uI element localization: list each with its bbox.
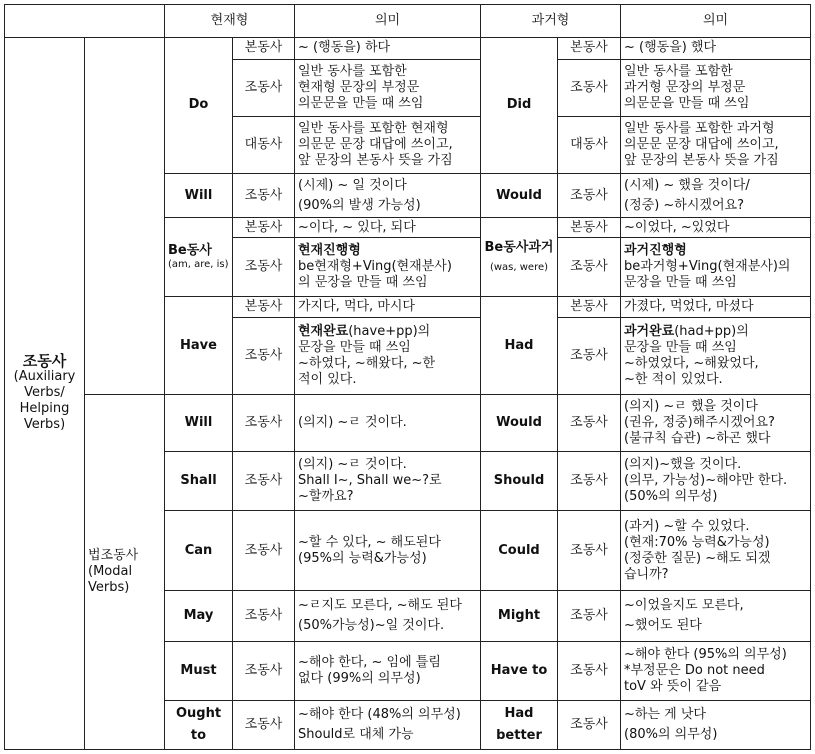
meaning-line: be과거형+Ving(현재분사)의 xyxy=(624,259,791,275)
meaning-line: be현재형+Ving(현재분사) xyxy=(298,259,452,275)
verb-can: Can xyxy=(165,511,233,590)
verb-might: Might xyxy=(481,590,558,641)
meaning-line: ~ (행동을) 하다 xyxy=(298,40,391,56)
verb-do: Do xyxy=(165,37,233,174)
type-cell: 조동사 xyxy=(233,317,295,394)
meaning-line: 문장을 만들 때 쓰임 xyxy=(624,275,737,291)
verb-ought-line: to xyxy=(190,727,207,743)
meaning-cell xyxy=(621,37,811,59)
type-cell: 조동사 xyxy=(558,511,621,590)
meaning-line: ~한 적이 있었다. xyxy=(624,372,723,388)
meaning-cell xyxy=(621,317,811,394)
verb-be-past xyxy=(481,217,558,296)
verb-be-past-forms: (was, were) xyxy=(489,262,549,274)
meaning-line: (의무, 가능성)~해야만 한다. xyxy=(624,473,788,489)
term-past-perfect: 과거완료 xyxy=(624,324,675,340)
meaning-cell xyxy=(621,395,811,452)
category-line: Helping xyxy=(19,401,70,417)
verb-be-forms: (am, are, is) xyxy=(168,259,229,271)
meaning-line: 일반 동사를 포함한 과거형 xyxy=(624,121,775,137)
meaning-line: 앞 문장의 본동사 뜻을 가짐 xyxy=(298,153,453,169)
type-cell: 대동사 xyxy=(558,117,621,174)
meaning-line: ~할까요? xyxy=(298,489,354,505)
verb-would-modal: Would xyxy=(481,395,558,452)
type-cell: 대동사 xyxy=(233,117,295,174)
modal-title: 법조동사 xyxy=(88,548,139,564)
meaning-cell xyxy=(295,590,481,641)
meaning-line: Shall I~, Shall we~?로 xyxy=(298,473,442,489)
meaning-line xyxy=(624,324,807,340)
type-cell: 조동사 xyxy=(558,238,621,297)
verb-have: Have xyxy=(165,297,233,395)
meaning-cell xyxy=(295,217,481,237)
meaning-cell xyxy=(295,511,481,590)
type-cell: 조동사 xyxy=(233,174,295,218)
verb-must: Must xyxy=(165,641,233,700)
meaning-line: 없다 (99%의 의무성) xyxy=(298,670,421,686)
meaning-line: 가졌다, 먹었다, 마셨다 xyxy=(624,299,754,315)
verb-be xyxy=(165,217,233,296)
meaning-line: (시제) ~ 일 것이다 xyxy=(298,177,407,193)
meaning-cell xyxy=(621,590,811,641)
category-title: 조동사 xyxy=(22,352,67,371)
meaning-cell xyxy=(295,117,481,174)
meaning-cell xyxy=(295,452,481,511)
meaning-cell xyxy=(295,317,481,394)
term-present-perfect: 현재완료 xyxy=(298,324,349,340)
meaning-fragment: (have+pp)의 xyxy=(348,324,431,340)
meaning-line: (정중한 질문) ~해도 되겠 xyxy=(624,550,771,566)
meaning-line: 일반 동사를 포함한 xyxy=(624,64,733,80)
verb-did: Did xyxy=(481,37,558,174)
meaning-line: ~해야 한다 (95%의 의무성) xyxy=(624,646,787,662)
meaning-line: ~하는 게 낫다 xyxy=(624,706,706,722)
type-cell: 조동사 xyxy=(233,590,295,641)
type-cell: 조동사 xyxy=(558,395,621,452)
verb-ought-line: Ought xyxy=(175,705,222,721)
verb-had-better xyxy=(481,700,558,749)
meaning-line: ~해야 한다, ~ 임에 틀림 xyxy=(298,654,441,670)
header-row xyxy=(5,5,811,38)
verb-had: Had xyxy=(481,297,558,395)
header-meaning: 의미 xyxy=(295,5,481,38)
verb-could: Could xyxy=(481,511,558,590)
type-cell: 본동사 xyxy=(233,297,295,317)
type-cell: 조동사 xyxy=(558,590,621,641)
meaning-cell xyxy=(621,117,811,174)
meaning-cell xyxy=(621,238,811,297)
meaning-cell xyxy=(621,60,811,117)
type-cell: 조동사 xyxy=(558,700,621,749)
meaning-line: *부정문은 Do not need xyxy=(624,662,765,678)
meaning-cell xyxy=(621,452,811,511)
verb-should: Should xyxy=(481,452,558,511)
meaning-line: 적이 있다. xyxy=(298,372,357,388)
verb-will-modal: Will xyxy=(165,395,233,452)
verb-had-better-line: Had xyxy=(504,705,534,721)
meaning-fragment: (had+pp)의 xyxy=(674,324,749,340)
header-meaning-past: 의미 xyxy=(621,5,811,38)
type-cell: 조동사 xyxy=(558,317,621,394)
meaning-line: (의지) ~ㄹ 것이다. xyxy=(298,415,407,431)
meaning-line: (50%가능성)~일 것이다. xyxy=(298,617,445,633)
meaning-line: 의 문장을 만들 때 쓰임 xyxy=(298,275,428,291)
meaning-cell xyxy=(295,238,481,297)
verb-have-to: Have to xyxy=(481,641,558,700)
meaning-cell xyxy=(621,174,811,218)
subcategory-blank xyxy=(85,37,165,395)
meaning-line: ~이었을지도 모른다, xyxy=(624,597,744,613)
meaning-line: 앞 문장의 본동사 뜻을 가짐 xyxy=(624,153,779,169)
meaning-line xyxy=(298,243,477,259)
modal-line: (Modal xyxy=(88,564,133,580)
type-cell: 조동사 xyxy=(233,238,295,297)
meaning-line: 습니까? xyxy=(624,566,669,582)
meaning-line: ~ㄹ지도 모른다, ~해도 된다 xyxy=(298,597,462,613)
meaning-cell xyxy=(295,60,481,117)
type-cell: 조동사 xyxy=(233,700,295,749)
verb-would: Would xyxy=(481,174,558,218)
meaning-line: 문장을 만들 때 쓰임 xyxy=(298,340,411,356)
meaning-line: 과거형 문장의 부정문 xyxy=(624,80,746,96)
type-cell: 본동사 xyxy=(558,37,621,59)
type-cell: 조동사 xyxy=(558,60,621,117)
type-cell: 조동사 xyxy=(233,641,295,700)
category-auxiliary xyxy=(5,37,85,749)
meaning-cell xyxy=(295,174,481,218)
meaning-line: ~하였다, ~해왔다, ~한 xyxy=(298,356,436,372)
meaning-line: 일반 동사를 포함한 현재형 xyxy=(298,121,449,137)
meaning-line: (시제) ~ 했을 것이다/ xyxy=(624,177,750,193)
meaning-line: 현재형 문장의 부정문 xyxy=(298,80,420,96)
meaning-line: toV 와 뜻이 같음 xyxy=(624,678,722,694)
verb-shall: Shall xyxy=(165,452,233,511)
meaning-line: Should로 대체 가능 xyxy=(298,726,414,742)
header-past: 과거형 xyxy=(481,5,621,38)
verb-had-better-line: better xyxy=(496,727,542,743)
type-cell: 조동사 xyxy=(558,641,621,700)
meaning-line: ~할 수 있다, ~ 해도된다 xyxy=(298,534,441,550)
type-cell: 본동사 xyxy=(233,217,295,237)
meaning-line: 의문문 문장 대답에 쓰이고, xyxy=(624,137,779,153)
type-cell: 본동사 xyxy=(558,297,621,317)
meaning-line: (불규칙 습관) ~하곤 했다 xyxy=(624,431,771,447)
meaning-line: ~했어도 된다 xyxy=(624,617,702,633)
meaning-line: (의지) ~ㄹ 했을 것이다 xyxy=(624,399,758,415)
type-cell: 조동사 xyxy=(558,452,621,511)
type-cell: 본동사 xyxy=(558,217,621,237)
modal-line: Verbs) xyxy=(88,580,130,596)
category-line: Verbs) xyxy=(23,417,66,433)
meaning-line xyxy=(298,324,477,340)
meaning-line: 의문문을 만들 때 쓰임 xyxy=(624,96,750,112)
meaning-cell xyxy=(295,641,481,700)
header-blank xyxy=(5,5,165,38)
meaning-cell xyxy=(295,297,481,317)
header-present: 현재형 xyxy=(165,5,295,38)
meaning-line: ~ (행동을) 했다 xyxy=(624,40,717,56)
term-present-progressive: 현재진행형 xyxy=(298,243,361,259)
meaning-line: 의문문 문장 대답에 쓰이고, xyxy=(298,137,453,153)
type-cell: 조동사 xyxy=(233,395,295,452)
meaning-line: 가지다, 먹다, 마시다 xyxy=(298,299,415,315)
table-row xyxy=(5,395,811,452)
meaning-line: (의지) ~ㄹ 것이다. xyxy=(298,457,407,473)
meaning-line: ~해야 한다 (48%의 의무성) xyxy=(298,706,461,722)
type-cell: 조동사 xyxy=(558,174,621,218)
type-cell: 조동사 xyxy=(233,60,295,117)
meaning-line: ~이다, ~ 있다, 되다 xyxy=(298,219,416,235)
meaning-line: (90%의 발생 가능성) xyxy=(298,197,421,213)
meaning-line: ~이었다, ~있었다 xyxy=(624,219,730,235)
meaning-line: (과거) ~할 수 있었다. xyxy=(624,518,750,534)
category-line: Verbs/ xyxy=(24,385,65,401)
type-cell: 조동사 xyxy=(233,511,295,590)
category-line: (Auxiliary xyxy=(13,369,76,385)
meaning-line: 일반 동사를 포함한 xyxy=(298,64,407,80)
category-modal xyxy=(85,395,165,750)
type-cell: 본동사 xyxy=(233,37,295,59)
meaning-line: ~하였었다, ~해왔었다, xyxy=(624,356,759,372)
verb-will: Will xyxy=(165,174,233,218)
verb-be-label: Be동사 xyxy=(168,243,212,259)
meaning-cell xyxy=(621,217,811,237)
meaning-cell xyxy=(621,511,811,590)
meaning-line: (현재:70% 능력&가능성) xyxy=(624,534,770,550)
grammar-table xyxy=(4,4,811,750)
meaning-cell xyxy=(295,395,481,452)
meaning-cell xyxy=(621,700,811,749)
meaning-cell xyxy=(295,700,481,749)
table-row xyxy=(5,37,811,59)
meaning-cell xyxy=(295,37,481,59)
type-cell: 조동사 xyxy=(233,452,295,511)
verb-ought-to xyxy=(165,700,233,749)
meaning-line: (50%의 의무성) xyxy=(624,489,718,505)
verb-may: May xyxy=(165,590,233,641)
meaning-line: 문장을 만들 때 쓰임 xyxy=(624,340,737,356)
meaning-line xyxy=(624,243,807,259)
meaning-line: (정중) ~하시겠어요? xyxy=(624,197,744,213)
term-past-progressive: 과거진행형 xyxy=(624,243,687,259)
meaning-line: (95%의 능력&가능성) xyxy=(298,550,427,566)
meaning-line: (권유, 정중)해주시겠어요? xyxy=(624,415,775,431)
meaning-line: 의문문을 만들 때 쓰임 xyxy=(298,96,424,112)
meaning-cell xyxy=(621,641,811,700)
meaning-line: (의지)~했을 것이다. xyxy=(624,457,742,473)
meaning-cell xyxy=(621,297,811,317)
verb-be-past-label: Be동사과거 xyxy=(484,240,554,256)
meaning-line: (80%의 의무성) xyxy=(624,726,718,742)
